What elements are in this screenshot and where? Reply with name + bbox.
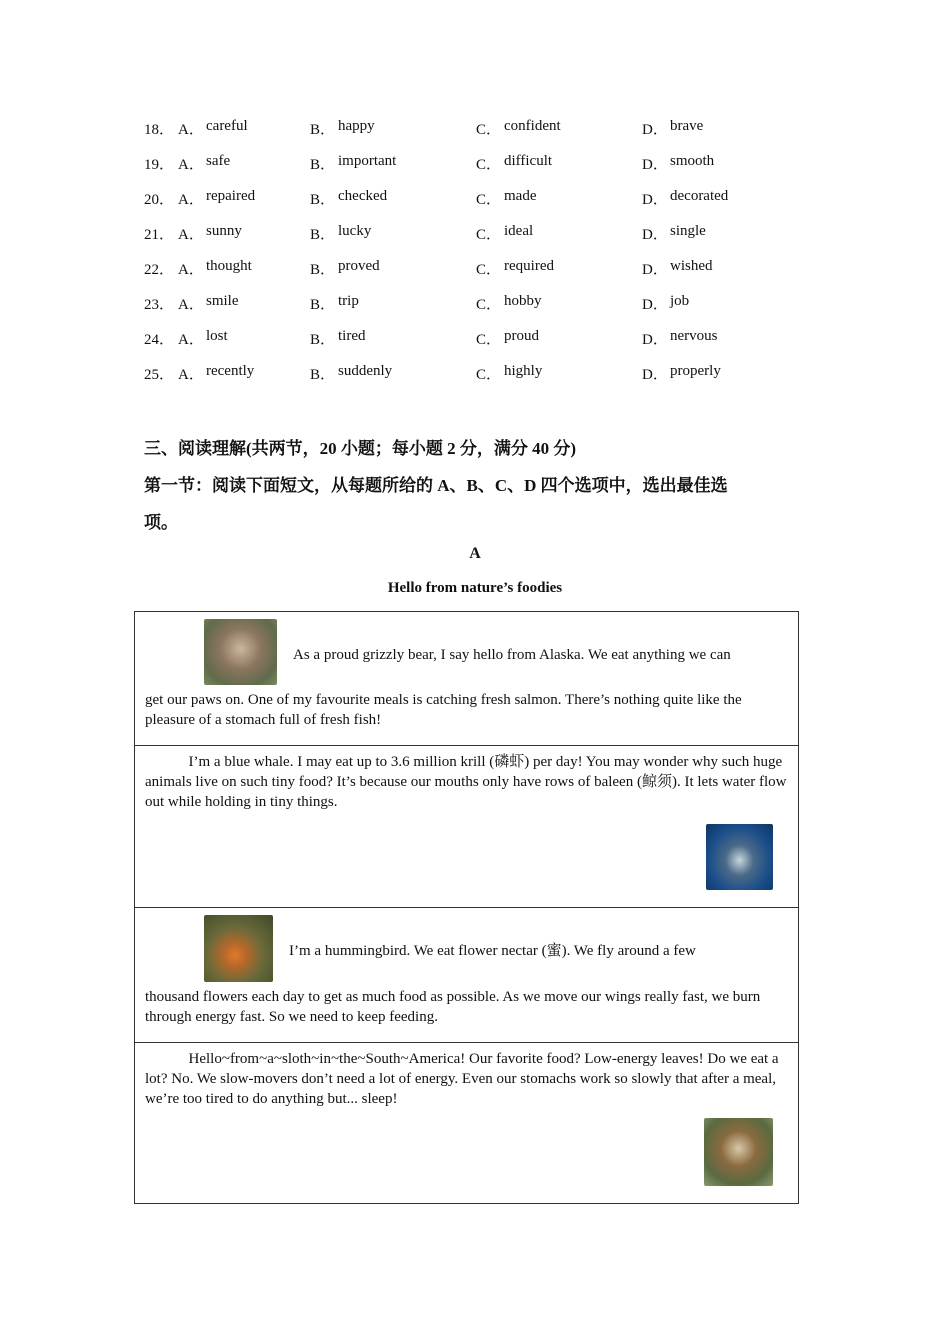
option-label: D． <box>642 297 668 313</box>
option-label: B． <box>310 227 336 243</box>
option-label: B． <box>310 157 336 173</box>
option-label: B． <box>310 192 336 208</box>
question-number: 20． <box>144 192 175 208</box>
option-label: A． <box>178 332 204 348</box>
question-row <box>144 118 804 138</box>
option-label: A． <box>178 262 204 278</box>
option-label: C． <box>476 262 502 278</box>
question-number: 21． <box>144 227 175 243</box>
option-label: D． <box>642 367 668 383</box>
option-label: D． <box>642 157 668 173</box>
question-row <box>144 328 804 348</box>
option-a: repaired <box>206 188 256 204</box>
option-label: D． <box>642 192 668 208</box>
option-label: C． <box>476 157 502 173</box>
option-label: B． <box>310 262 336 278</box>
option-c: made <box>504 188 537 204</box>
question-number: 23． <box>144 297 175 313</box>
option-label: D． <box>642 262 668 278</box>
option-a: careful <box>206 118 248 134</box>
passage-letter: A <box>469 545 481 562</box>
option-label: A． <box>178 122 204 138</box>
option-a: thought <box>206 258 252 274</box>
option-label: A． <box>178 227 204 243</box>
option-label: D． <box>642 227 668 243</box>
option-d: wished <box>670 258 713 274</box>
question-row <box>144 258 804 278</box>
option-d: brave <box>670 118 704 134</box>
option-b: trip <box>338 293 359 309</box>
option-label: C． <box>476 122 502 138</box>
option-c: required <box>504 258 554 274</box>
option-label: A． <box>178 157 204 173</box>
option-d: smooth <box>670 153 715 169</box>
question-row <box>144 153 804 173</box>
option-label: C． <box>476 367 502 383</box>
question-number: 22． <box>144 262 175 278</box>
option-label: D． <box>642 332 668 348</box>
option-a: lost <box>206 328 228 344</box>
question-number: 24． <box>144 332 175 348</box>
option-a: sunny <box>206 223 242 239</box>
option-label: A． <box>178 367 204 383</box>
option-label: C． <box>476 192 502 208</box>
option-b: lucky <box>338 223 372 239</box>
hummingbird-text-2: thousand flowers each day to get as much food as possible. As we move our wings really fast, we burn through energy fast. So we need to keep feeding. <box>145 989 761 1025</box>
option-label: C． <box>476 297 502 313</box>
question-row <box>144 293 804 313</box>
option-a: recently <box>206 363 255 379</box>
option-label: B． <box>310 367 336 383</box>
option-b: suddenly <box>338 363 393 379</box>
option-c: difficult <box>504 153 553 169</box>
whale-image <box>706 824 773 890</box>
hummingbird-cell <box>135 908 799 1043</box>
option-d: job <box>670 293 690 309</box>
question-number: 18． <box>144 122 175 138</box>
option-b: happy <box>338 118 375 134</box>
option-label: A． <box>178 297 204 313</box>
passage-table <box>134 611 799 1204</box>
section-title: 三、阅读理解(共两节，20 小题；每小题 2 分，满分 40 分) <box>144 439 577 458</box>
question-row <box>144 363 804 383</box>
question-row <box>144 223 804 243</box>
sloth-image <box>704 1118 773 1186</box>
option-b: important <box>338 153 397 169</box>
option-a: safe <box>206 153 231 169</box>
question-number: 19． <box>144 157 175 173</box>
sloth-text: Hello~from~a~sloth~in~the~South~America! Our favorite food? Low-energy leaves! Do we eat a lot? No. We slow-movers don’t need a lot of energy. Even our stomachs work so slowly that after a meal, we’re too tired to do anything but... sleep! <box>145 1051 779 1107</box>
option-c: proud <box>504 328 539 344</box>
option-d: decorated <box>670 188 729 204</box>
bear-cell <box>135 612 799 746</box>
bear-image <box>204 619 277 685</box>
option-c: hobby <box>504 293 542 309</box>
option-c: highly <box>504 363 543 379</box>
section-instruction: 第一节：阅读下面短文，从每题所给的 A、B、C、D 四个选项中，选出最佳选 <box>144 476 728 495</box>
question-number: 25． <box>144 367 175 383</box>
option-label: D． <box>642 122 668 138</box>
option-d: nervous <box>670 328 718 344</box>
sloth-cell <box>135 1043 799 1204</box>
hummingbird-image <box>204 915 273 982</box>
option-label: B． <box>310 297 336 313</box>
section-instruction-cont: 项。 <box>144 513 178 532</box>
hummingbird-text-1: I’m a hummingbird. We eat flower nectar (蜜). We fly around a few <box>289 943 696 959</box>
bear-text-1: As a proud grizzly bear, I say hello from Alaska. We eat anything we can <box>293 647 731 663</box>
option-d: single <box>670 223 706 239</box>
question-row <box>144 188 804 208</box>
passage-title: Hello from nature’s foodies <box>387 580 563 596</box>
option-label: C． <box>476 227 502 243</box>
option-label: B． <box>310 332 336 348</box>
option-c: ideal <box>504 223 534 239</box>
option-b: proved <box>338 258 380 274</box>
option-label: B． <box>310 122 336 138</box>
option-label: A． <box>178 192 204 208</box>
whale-cell <box>135 746 799 908</box>
whale-text: I’m a blue whale. I may eat up to 3.6 million krill (磷虾) per day! You may wonder why such huge animals live on such tiny food? It’s because our mouths only have rows of baleen (鲸须). It lets water flow out while holding in tiny things. <box>145 754 787 810</box>
option-label: C． <box>476 332 502 348</box>
option-c: confident <box>504 118 561 134</box>
option-d: properly <box>670 363 721 379</box>
option-b: checked <box>338 188 388 204</box>
option-b: tired <box>338 328 366 344</box>
bear-text-2: get our paws on. One of my favourite meals is catching fresh salmon. There’s nothing quite like the pleasure of a stomach full of fresh fish! <box>145 692 742 728</box>
option-a: smile <box>206 293 239 309</box>
